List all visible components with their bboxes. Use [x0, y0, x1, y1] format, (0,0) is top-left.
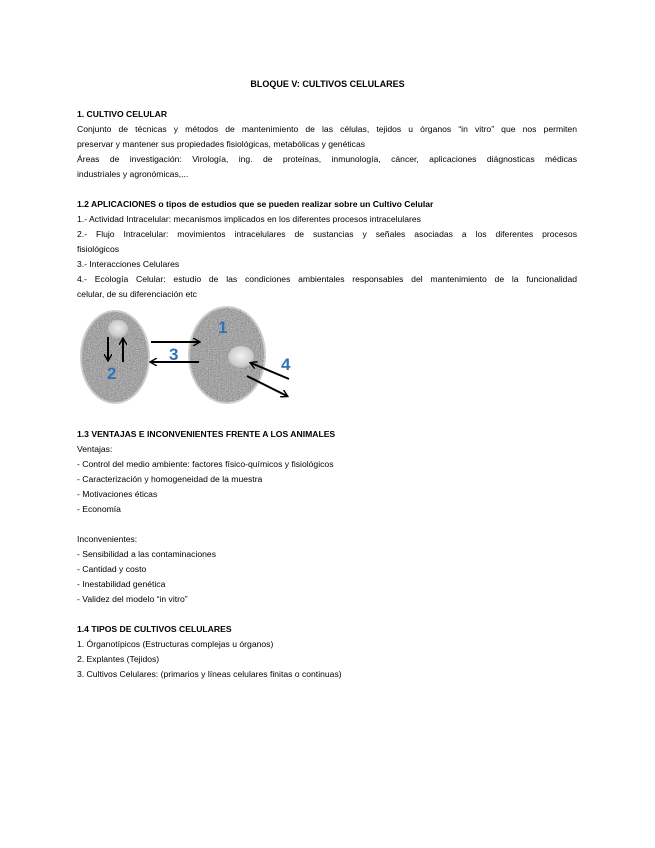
ventaja-item: - Motivaciones éticas — [77, 489, 158, 499]
section-1-line-1: Conjunto de técnicas y métodos de mantenimiento de las células, tejidos u órganos “in vitro” que nos permiten — [77, 124, 577, 134]
application-item-3: 3.- Interacciones Celulares — [77, 259, 180, 269]
application-item-1: 1.- Actividad Intracelular: mecanismos implicados en los diferentes procesos intracelulares — [77, 214, 421, 224]
figure-label-3: 3 — [169, 345, 179, 364]
inconveniente-item: - Cantidad y costo — [77, 564, 147, 574]
section-1-2-heading: 1.2 APLICACIONES o tipos de estudios que se pueden realizar sobre un Cultivo Celular — [77, 199, 434, 209]
ventaja-item: - Control del medio ambiente: factores físico-químicos y fisiológicos — [77, 459, 334, 469]
section-1-heading: 1. CULTIVO CELULAR — [77, 109, 168, 119]
document-title: BLOQUE V: CULTIVOS CELULARES — [250, 79, 405, 89]
cell-interactions-figure — [75, 305, 305, 413]
section-1-line-3: Áreas de investigación: Virología, ing. de proteínas, inmunología, cáncer, aplicaciones diágnosticas médicas — [77, 154, 577, 164]
application-item-4: 4.- Ecología Celular: estudio de las condiciones ambientales responsables del mantenimiento de la funcionalidad — [77, 274, 577, 284]
left-nucleus — [108, 320, 128, 338]
application-item-2: 2.- Flujo Intracelular: movimientos intracelulares de sustancias y señales asociadas a los diferentes procesos — [77, 229, 577, 239]
inconveniente-item: - Inestabilidad genética — [77, 579, 166, 589]
application-item-4-cont: celular, de su diferenciación etc — [77, 289, 197, 299]
culture-type-item: 3. Cultivos Celulares: (primarios y líneas celulares finitas o continuas) — [77, 669, 342, 679]
figure-label-4: 4 — [281, 355, 291, 374]
figure-label-2: 2 — [107, 364, 117, 383]
inconveniente-item: - Sensibilidad a las contaminaciones — [77, 549, 217, 559]
section-1-line-4: industriales y agronómicas,... — [77, 169, 189, 179]
inconvenientes-label: Inconvenientes: — [77, 534, 138, 544]
section-1-4-heading: 1.4 TIPOS DE CULTIVOS CELULARES — [77, 624, 232, 634]
ventaja-item: - Economía — [77, 504, 121, 514]
section-1-line-2: preservar y mantener sus propiedades fisiológicas, metabólicas y genéticas — [77, 139, 366, 149]
culture-type-item: 2. Explantes (Tejidos) — [77, 654, 160, 664]
application-item-2-cont: fisiológicos — [77, 244, 120, 254]
ventajas-label: Ventajas: — [77, 444, 113, 454]
left-cell — [81, 311, 149, 403]
culture-type-item: 1. Órganotípicos (Estructuras complejas u órganos) — [77, 639, 274, 649]
figure-label-1: 1 — [218, 318, 228, 337]
section-1-3-heading: 1.3 VENTAJAS E INCONVENIENTES FRENTE A LOS ANIMALES — [77, 429, 336, 439]
ventaja-item: - Caracterización y homogeneidad de la muestra — [77, 474, 263, 484]
inconveniente-item: - Validez del modelo “in vitro” — [77, 594, 188, 604]
right-nucleus — [228, 346, 254, 368]
